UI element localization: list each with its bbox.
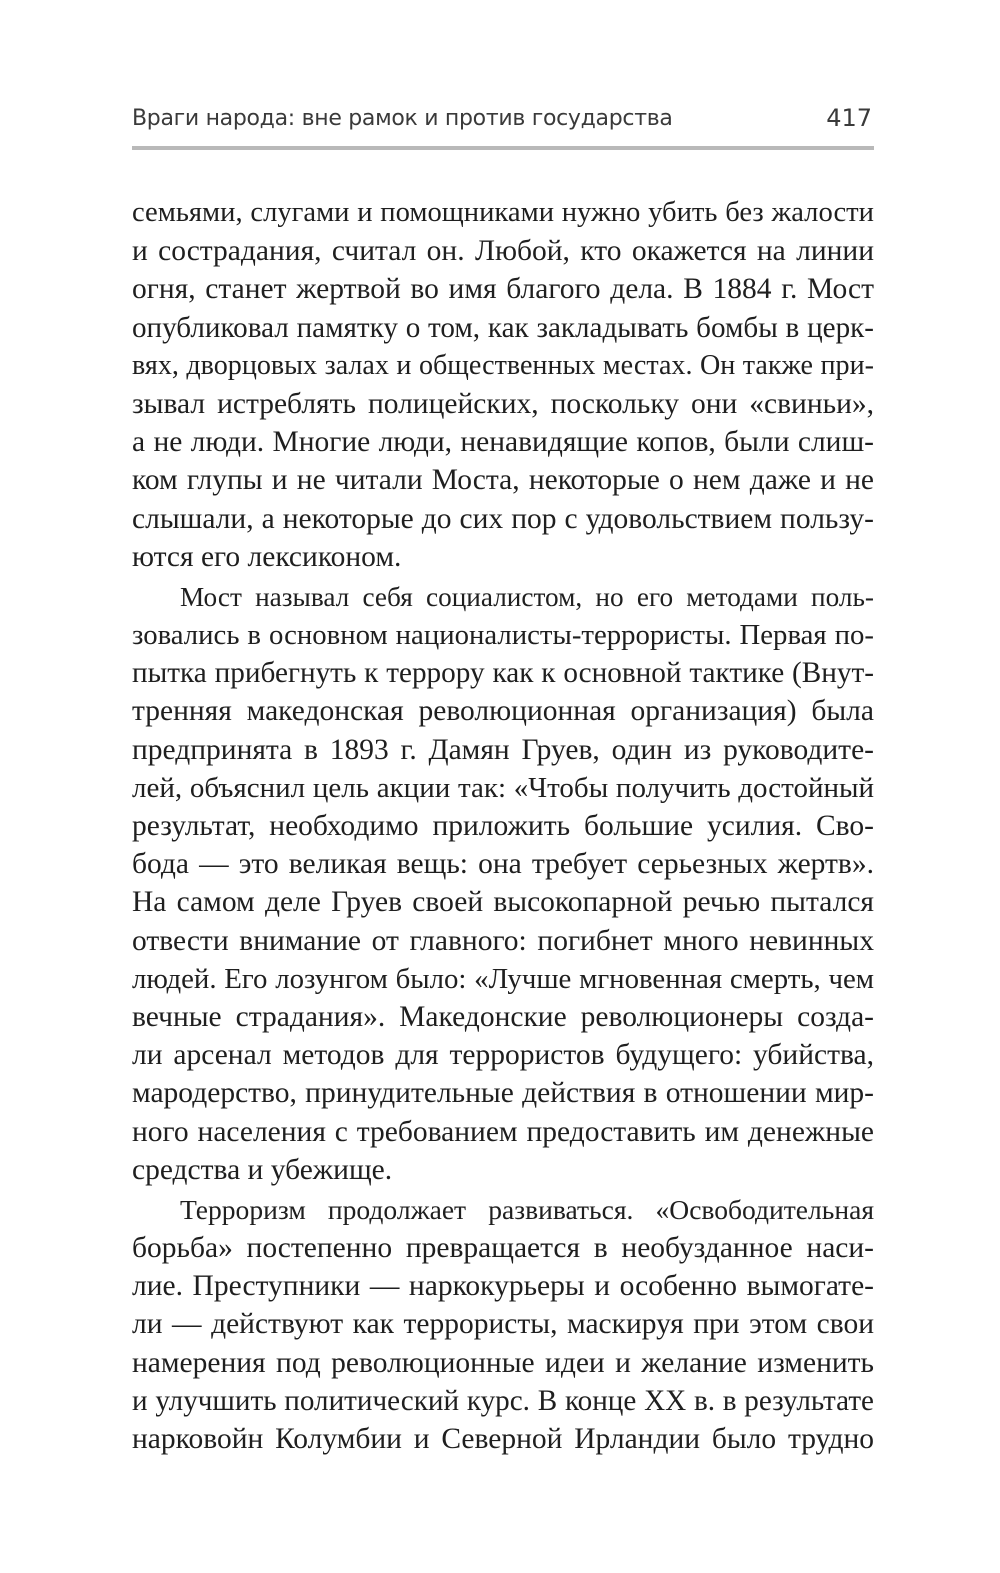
text-line: лие. Преступники — наркокурьеры и особенно вымогате- xyxy=(132,1270,874,1303)
text-line: огня, станет жертвой во имя благого дела. В 1884 г. Мост xyxy=(132,273,874,306)
text-line: тренняя македонская революционная организация) была xyxy=(132,695,874,728)
paragraph-first-line: Терроризм продолжает развиваться. «Освободительная xyxy=(180,1193,874,1225)
text-line: вечные страдания». Македонские революционеры созда- xyxy=(132,1000,874,1033)
text-line: зовались в основном националисты-террористы. Первая по- xyxy=(132,619,874,652)
text-line: вях, дворцовых залах и общественных местах. Он также при- xyxy=(132,349,874,381)
text-line: отвести внимание от главного: погибнет много невинных xyxy=(132,924,874,957)
text-line: слышали, а некоторые до сих пор с удовольствием пользу- xyxy=(132,502,874,535)
text-line: ного населения с требованием предоставить им денежные xyxy=(132,1115,874,1148)
text-line: средства и убежище. xyxy=(132,1153,393,1186)
text-line: опубликовал памятку о том, как закладывать бомбы в церк- xyxy=(132,311,874,344)
text-line: и улучшить политический курс. В конце XX в. в результате xyxy=(132,1384,874,1417)
text-line: нарковойн Колумбии и Северной Ирландии было трудно xyxy=(132,1423,874,1455)
page-number: 417 xyxy=(826,104,872,132)
text-line: намерения под революционные идеи и желание изменить xyxy=(132,1346,874,1379)
text-line: и сострадания, считал он. Любой, кто окажется на линии xyxy=(132,235,874,268)
paragraph-first-line: Мост называл себя социалистом, но его методами поль- xyxy=(180,581,874,612)
text-line: ком глупы и не читали Моста, некоторые о нем даже и не xyxy=(132,464,874,497)
body-text xyxy=(132,194,874,1458)
running-head xyxy=(132,100,874,140)
text-line: мародерство, принудительные действия в отношении мир- xyxy=(132,1077,874,1110)
text-line: На самом деле Груев своей высокопарной речью пытался xyxy=(132,886,874,919)
text-line: людей. Его лозунгом было: «Лучше мгновенная смерть, чем xyxy=(132,962,874,995)
text-line: лей, объяснил цель акции так: «Чтобы получить достойный xyxy=(132,771,874,804)
header-rule xyxy=(132,146,874,150)
text-line: пытка прибегнуть к террору как к основной тактике (Внут- xyxy=(132,657,874,690)
text-line: борьба» постепенно превращается в необузданное наси- xyxy=(132,1232,874,1265)
text-line: бода — это великая вещь: она требует серьезных жертв». xyxy=(132,848,874,881)
running-title: Враги народа: вне рамок и против государства xyxy=(132,106,673,131)
text-line: а не люди. Многие люди, ненавидящие копов, были слиш- xyxy=(132,426,874,459)
text-line: результат, необходимо приложить большие усилия. Сво- xyxy=(132,810,874,842)
text-line: ли — действуют как террористы, маскируя при этом свои xyxy=(132,1308,874,1341)
text-line: ются его лексиконом. xyxy=(132,540,402,573)
text-line: семьями, слугами и помощниками нужно убить без жалости xyxy=(132,197,874,228)
text-line: зывал истреблять полицейских, поскольку они «свиньи», xyxy=(132,387,874,420)
text-line: предпринята в 1893 г. Дамян Груев, один из руководите- xyxy=(132,733,874,766)
text-line: ли арсенал методов для террористов будущего: убийства, xyxy=(132,1039,874,1072)
